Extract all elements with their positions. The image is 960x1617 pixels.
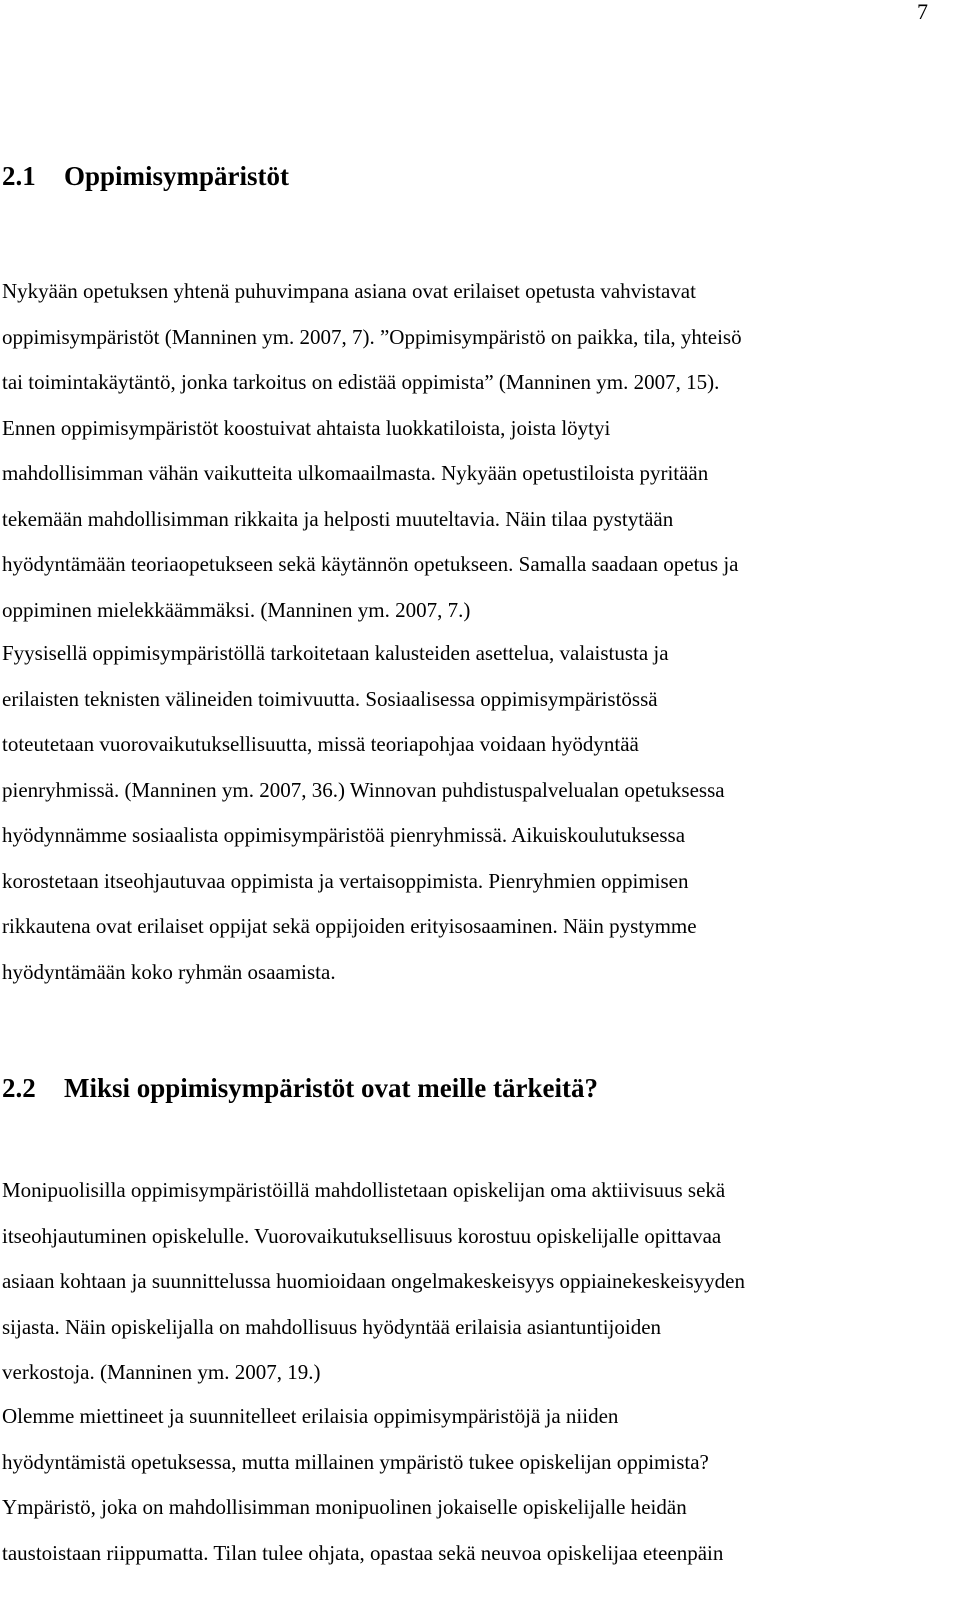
- text-line: toteutetaan vuorovaikutuksellisuutta, missä teoriapohjaa voidaan hyödyntää: [2, 732, 639, 756]
- section-title: Miksi oppimisympäristöt ovat meille tärkeitä?: [64, 1073, 598, 1103]
- text-line: hyödyntämistä opetuksessa, mutta millainen ympäristö tukee opiskelijan oppimista?: [2, 1449, 709, 1474]
- text-line: Olemme miettineet ja suunnitelleet erilaisia oppimisympäristöjä ja niiden: [2, 1404, 619, 1428]
- text-line: rikkautena ovat erilaiset oppijat sekä oppijoiden erityisosaaminen. Näin pystymme: [2, 914, 697, 938]
- text-line: Ympäristö, joka on mahdollisimman monipuolinen jokaiselle opiskelijalle heidän: [2, 1495, 687, 1519]
- paragraph-learning-environments-intro: [2, 269, 947, 633]
- text-line: pienryhmissä. (Manninen ym. 2007, 36.) Winnovan puhdistuspalvelualan opetuksessa: [2, 777, 725, 802]
- text-line: Ennen oppimisympäristöt koostuivat ahtaista luokkatiloista, joista löytyi: [2, 415, 611, 440]
- text-line: Monipuolisilla oppimisympäristöillä mahdollistetaan opiskelijan oma aktiivisuus sekä: [2, 1178, 726, 1202]
- paragraph-planning-environments: [2, 1394, 947, 1576]
- section-heading-2-1: [2, 160, 289, 192]
- text-line: asiaan kohtaan ja suunnittelussa huomioidaan ongelmakeskeisyys oppiainekeskeisyyden: [2, 1269, 745, 1293]
- paragraph-diverse-environments: [2, 1168, 947, 1396]
- text-line: hyödyntämään teoriaopetukseen sekä käytännön opetukseen. Samalla saadaan opetus ja: [2, 552, 739, 576]
- text-line: Fyysisellä oppimisympäristöllä tarkoitetaan kalusteiden asettelua, valaistusta ja: [2, 641, 669, 665]
- page-number: 7: [917, 0, 928, 24]
- text-line: tai toimintakäytäntö, jonka tarkoitus on edistää oppimista” (Manninen ym. 2007, 15).: [2, 370, 720, 394]
- paragraph-physical-social-environments: [2, 631, 947, 995]
- text-line: taustoistaan riippumatta. Tilan tulee ohjata, opastaa sekä neuvoa opiskelijaa eteenpäin: [2, 1540, 724, 1565]
- text-line: verkostoja. (Manninen ym. 2007, 19.): [2, 1360, 321, 1384]
- section-heading-2-2: [2, 1072, 598, 1104]
- text-line: mahdollisimman vähän vaikutteita ulkomaailmasta. Nykyään opetustiloista pyritään: [2, 461, 709, 485]
- text-line: sijasta. Näin opiskelijalla on mahdollisuus hyödyntää erilaisia asiantuntijoiden: [2, 1314, 662, 1339]
- text-line: hyödyntämään koko ryhmän osaamista.: [2, 959, 336, 984]
- text-line: tekemään mahdollisimman rikkaita ja helposti muuteltavia. Näin tilaa pystytään: [2, 506, 674, 531]
- section-number: 2.2: [2, 1073, 36, 1103]
- text-line: erilaisten teknisten välineiden toimivuutta. Sosiaalisessa oppimisympäristössä: [2, 686, 658, 711]
- section-title: Oppimisympäristöt: [64, 161, 290, 191]
- text-line: oppiminen mielekkäämmäksi. (Manninen ym. 2007, 7.): [2, 597, 471, 622]
- text-line: oppimisympäristöt (Manninen ym. 2007, 7). ”Oppimisympäristö on paikka, tila, yhteisö: [2, 324, 742, 349]
- text-line: korostetaan itseohjautuvaa oppimista ja vertaisoppimista. Pienryhmien oppimisen: [2, 868, 689, 893]
- text-line: hyödynnämme sosiaalista oppimisympäristöä pienryhmissä. Aikuiskoulutuksessa: [2, 823, 686, 847]
- text-line: Nykyään opetuksen yhtenä puhuvimpana asiana ovat erilaiset opetusta vahvistavat: [2, 279, 696, 303]
- text-line: itseohjautuminen opiskelulle. Vuorovaikutuksellisuus korostuu opiskelijalle opittavaa: [2, 1223, 722, 1248]
- section-number: 2.1: [2, 161, 36, 191]
